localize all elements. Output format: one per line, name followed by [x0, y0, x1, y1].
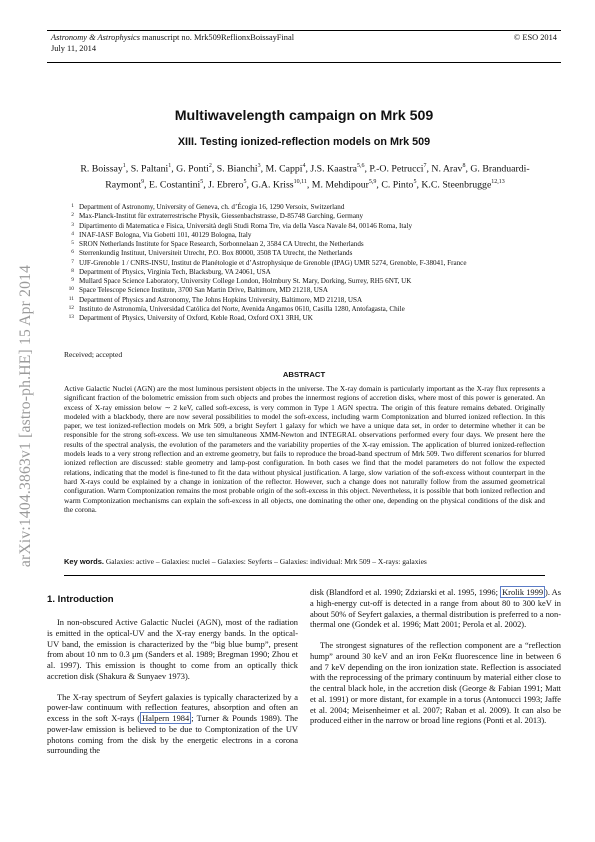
- affiliation-number: 12: [68, 304, 74, 311]
- author-affiliation-mark: 5,9: [368, 178, 377, 185]
- affiliation-text: SRON Netherlands Institute for Space Research, Sorbonnelaan 2, 3584 CA Utrecht, the Netherlands: [79, 240, 364, 248]
- divider: [64, 575, 545, 576]
- header-left: [51, 33, 294, 54]
- author-name: P.-O. Petrucci: [369, 163, 424, 175]
- received-line: Received; accepted: [64, 350, 123, 359]
- author-affiliation-mark: 5,6: [356, 163, 365, 169]
- affiliation-item: [64, 240, 554, 249]
- author-separator: ,: [211, 163, 217, 175]
- affiliation-number: 1: [71, 203, 74, 209]
- affiliation-number: 7: [71, 258, 74, 265]
- affiliation-text: UJF-Grenoble 1 / CNRS-INSU, Institut de Planétologie et d’Astrophysique de Grenoble (IPAG) UMR 5274, Grenoble, F-38041, France: [79, 258, 467, 267]
- affiliation-text: Department of Astronomy, University of Geneva, ch. d’Écogia 16, 1290 Versoix, Switzerland: [79, 203, 345, 211]
- author-name: K.C. Steenbrugge: [421, 178, 492, 190]
- author-affiliation-mark: 5: [243, 178, 247, 185]
- author-separator: ,: [203, 178, 209, 190]
- author-name: G. Branduardi-Raymont: [105, 163, 530, 190]
- author-name: M. Cappi: [265, 163, 303, 175]
- keywords-label: Key words.: [64, 557, 105, 566]
- paragraph: [47, 692, 298, 757]
- affiliation-item: [64, 249, 554, 258]
- author-name: R. Boissay: [80, 163, 123, 175]
- affiliation-text: Department of Physics, Virginia Tech, Blacksburg, VA 24061, USA: [79, 267, 271, 276]
- affiliation-number: 5: [71, 240, 74, 246]
- author-name: S. Paltani: [130, 163, 169, 175]
- column-right: [310, 587, 561, 726]
- affiliation-text: INAF-IASF Bologna, Via Gobetti 101, 40129 Bologna, Italy: [79, 230, 252, 239]
- paragraph: [310, 587, 561, 630]
- affiliation-item: [64, 314, 554, 323]
- author-name: J. Ebrero: [208, 178, 244, 190]
- keywords-text: Galaxies: active – Galaxies: nuclei – Galaxies: Seyferts – Galaxies: individual: Mrk 509 – X-rays: galaxies: [104, 557, 427, 566]
- affiliation-text: Department of Physics and Astronomy, The Johns Hopkins University, Baltimore, MD 21218, USA: [79, 295, 363, 304]
- affiliation-item: [64, 296, 554, 305]
- affiliation-number: 9: [71, 277, 74, 283]
- author-separator: ,: [426, 163, 432, 175]
- manuscript-id: manuscript no. Mrk509ReflionxBoissayFinal: [140, 33, 295, 42]
- affiliation-item: [64, 259, 554, 268]
- paragraph: The strongest signatures of the reflection component are a “reflection hump” around 30 keV and an iron FeKα fluorescence line in between 6 and 7 keV depending on the iron ionization state. Reflection is associated with the reprocessing of the primary continuum by material either close to the central black hole, in the accretion disk (George & Fabian 1991; Matt et al. 1991) or more distant, for example in a torus (Antonucci 1993; Jaffe et al. 2004; Meisenheimer et al. 2007; Raban et al. 2009). It can also be produced either in the narrow or broad line regions (Ponti et al. 2013).: [310, 640, 561, 726]
- author-affiliation-mark: 3: [257, 163, 261, 169]
- author-name: E. Costantini: [149, 178, 201, 190]
- keywords: [64, 557, 545, 566]
- section-heading: 1. Introduction: [47, 594, 114, 605]
- affiliation-text: Dipartimento di Matematica e Fisica, Università degli Studi Roma Tre, via della Vasca Navale 84, 00146 Roma, Italy: [79, 221, 413, 230]
- author-affiliation-mark: 4: [302, 163, 306, 169]
- paragraph-text: ). As a high-energy cut-off is detected in a range from about 80 to 300 keV in about 50% of Seyfert galaxies, a thermal distribution is preferred to a non-thermal one (Gondek et al. 1996; Matt 2001; Perola et al. 2002).: [310, 587, 561, 630]
- author-name: G.A. Kriss: [251, 178, 294, 190]
- affiliation-item: [64, 305, 554, 314]
- affiliation-number: 11: [68, 295, 74, 302]
- author-name: M. Mehdipour: [311, 178, 369, 190]
- column-left: [47, 617, 298, 756]
- affiliation-item: [64, 222, 554, 231]
- affiliation-number: 10: [68, 286, 74, 293]
- affiliation-item: [64, 277, 554, 286]
- author-name: S. Bianchi: [216, 163, 258, 175]
- arxiv-id[interactable]: arXiv:1404.3863v1 [astro-ph.HE] 15 Apr 2014: [17, 264, 34, 568]
- author-separator: ,: [171, 163, 177, 175]
- author-list: [60, 160, 550, 191]
- author-separator: ,: [305, 163, 311, 175]
- paragraph: In non-obscured Active Galactic Nuclei (AGN), most of the radiation is emitted in the optical-UV and the X-ray energy bands. In the optical-UV band, the emission is characterized by the “big blue bump”, present from about 10 nm to 0.3 μm (Sanders et al. 1989; Bregman 1990; Zhou et al. 1997). This emission is thought to come from an optically thick accretion disk (Shakura & Sunyaev 1973).: [47, 617, 298, 681]
- header-date: July 11, 2014: [51, 43, 97, 53]
- affiliation-number: 3: [71, 221, 74, 228]
- affiliation-item: [64, 268, 554, 277]
- affiliation-item: [64, 203, 554, 212]
- affiliation-text: Mullard Space Science Laboratory, University College London, Holmbury St. Mary, Dorking, Surrey, RH5 6NT, UK: [79, 277, 412, 285]
- author-name: N. Arav: [431, 163, 463, 175]
- author-affiliation-mark: 10,11: [293, 178, 307, 185]
- author-separator: ,: [465, 163, 471, 175]
- author-affiliation-mark: 1: [168, 163, 172, 169]
- author-separator: ,: [416, 178, 422, 190]
- author-affiliation-mark: 12,13: [491, 178, 505, 185]
- author-affiliation-mark: 5: [200, 178, 204, 185]
- abstract-text: Active Galactic Nuclei (AGN) are the most luminous persistent objects in the universe. The X-ray domain is particularly important as the X-ray flux represents a significant fraction of the bolometric emission from such objects and probes the innermost regions of accretion disks, where most of this power is generated. An excess of X-ray emission below ∼ 2 keV, called soft-excess, is very common in Type 1 AGN spectra. The origin of this feature remains debated. Originally modeled with a blackbody, there are now several possibilities to model the soft-excess, including warm Comptonization and blurred ionized reflection. In this paper, we test ionized-reflection models on Mrk 509, a bright Seyfert 1 galaxy for which we have a unique data set, in order to determine whether it can be responsible for the strong soft-excess. We use ten simultaneous XMM-Newton and INTEGRAL observations performed every four days. We present here the results of the spectral analysis, the evolution of the parameters and the variability properties of the X-ray emission. The application of blurred ionized-reflection models leads to a very strong reflection and an extreme geometry, but fails to reproduce the broad-band spectrum of Mrk 509. Two different scenarios for blurred ionized reflection are discussed: stable geometry and lamp-post configuration. In both cases we find that the model parameters do not follow the expected relations, indicating that the model is fine-tuned to fit the data without physical justification. A large, slow variation of the soft-excess without counterpart in the hard X-rays could be explained by a change in ionization of the reflector. However, such a change does not naturally follow from the assumed geometrical configuration. Warm Comptonization remains the most probable origin of the soft-excess in this object. Nevertheless, it is possible that both ionized reflection and warm Comptonization mechanisms can explain the soft-excess in all objects, one dominating the other one, depending on the physical conditions of the disk and the corona.: [64, 384, 545, 514]
- author-affiliation-mark: 1: [122, 163, 126, 169]
- citation-link[interactable]: Halpern 1984: [142, 713, 190, 723]
- author-affiliation-mark: 2: [208, 163, 212, 169]
- author-affiliation-mark: 5: [413, 178, 417, 185]
- affiliation-text: Department of Physics, University of Oxford, Keble Road, Oxford OX1 3RH, UK: [79, 314, 313, 322]
- affiliation-item: [64, 231, 554, 240]
- author-separator: ,: [306, 178, 312, 190]
- author-separator: ,: [125, 163, 131, 175]
- running-header: [47, 30, 561, 63]
- affiliation-number: 2: [71, 212, 74, 219]
- author-name: C. Pinto: [381, 178, 414, 190]
- paragraph-text: ; Turner & Pounds 1989). The power-law emission is believed to be due to Comptonization of the UV photons coming from the disk by the energetic electrons in a corona surrounding the: [47, 713, 298, 756]
- paragraph-text: The X-ray spectrum of Seyfert galaxies is typically characterized by a power-law continuum with reflection features, absorption and often an excess in the soft X-rays (: [47, 691, 298, 723]
- author-name: G. Ponti: [176, 163, 209, 175]
- author-affiliation-mark: 7: [423, 163, 427, 169]
- affiliation-number: 8: [71, 267, 74, 274]
- affiliation-list: [64, 203, 554, 323]
- affiliation-number: 6: [71, 249, 74, 256]
- affiliation-text: Sterrenkundig Instituut, Universiteit Utrecht, P.O. Box 80000, 3508 TA Utrecht, the Netherlands: [79, 249, 353, 258]
- author-affiliation-mark: 8: [462, 163, 466, 169]
- paragraph-text: disk (Blandford et al. 1990; Zdziarski et al. 1995, 1996;: [310, 587, 501, 597]
- affiliation-item: [64, 212, 554, 221]
- copyright: © ESO 2014: [513, 33, 557, 42]
- affiliation-text: Instituto de Astronomía, Universidad Católica del Norte, Avenida Angamos 0610, Casilla 1280, Antofagasta, Chile: [79, 304, 405, 313]
- abstract-heading: ABSTRACT: [282, 370, 326, 379]
- affiliation-text: Space Telescope Science Institute, 3700 San Martin Drive, Baltimore, MD 21218, USA: [79, 286, 328, 295]
- paper-subtitle: XIII. Testing ionized-reflection models on Mrk 509: [177, 136, 431, 148]
- arxiv-stamp: [12, 226, 40, 606]
- affiliation-item: [64, 286, 554, 295]
- author-separator: ,: [364, 163, 370, 175]
- author-separator: ,: [246, 178, 252, 190]
- affiliation-text: Max-Planck-Institut für extraterrestrische Physik, Giessenbachstrasse, D-85748 Garching, Germany: [79, 212, 364, 221]
- citation-link[interactable]: Krolik 1999: [502, 587, 544, 597]
- author-separator: ,: [260, 163, 266, 175]
- author-separator: ,: [144, 178, 150, 190]
- affiliation-number: 4: [71, 230, 74, 237]
- author-separator: ,: [376, 178, 382, 190]
- author-name: J.S. Kaastra: [310, 163, 357, 175]
- paper-title: Multiwavelength campaign on Mrk 509: [174, 108, 434, 124]
- journal-name: Astronomy & Astrophysics: [51, 33, 141, 42]
- affiliation-number: 13: [68, 314, 74, 320]
- author-affiliation-mark: 9: [141, 178, 145, 185]
